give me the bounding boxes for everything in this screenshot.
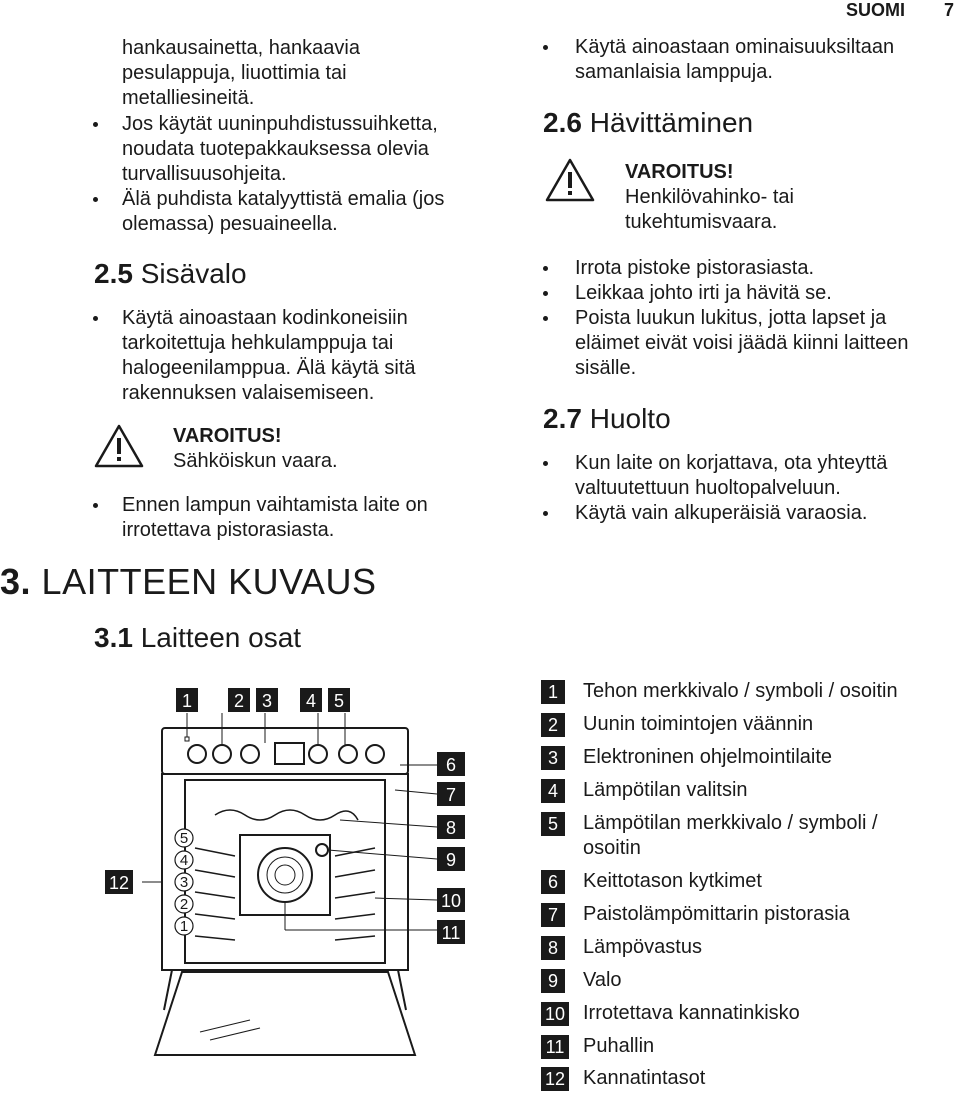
callout-3: 3	[261, 691, 273, 711]
bullet-line: halogeenilamppua. Älä käytä sitä	[122, 357, 416, 379]
legend-text: Paistolämpömittarin pistorasia	[583, 903, 850, 925]
bullet-dot	[543, 266, 548, 271]
bullet-line: samanlaisia lamppuja.	[575, 61, 773, 83]
oven-cavity	[185, 780, 385, 963]
section-heading-2-7	[543, 403, 671, 435]
intro-line: metalliesineitä.	[122, 87, 255, 109]
bullet-line: irrotettava pistorasiasta.	[122, 519, 335, 541]
bullet-line: turvallisuusohjeita.	[122, 163, 287, 185]
legend-number: 6	[541, 870, 565, 894]
legend-text: Lämpötilan merkkivalo / symboli /	[583, 812, 878, 834]
knob	[241, 745, 259, 763]
bullet-dot	[543, 291, 548, 296]
bullet-dot	[93, 197, 98, 202]
callout-10: 10	[440, 891, 462, 911]
bullet-line: sisälle.	[575, 357, 637, 379]
function-knob	[213, 745, 231, 763]
bullet-line: tarkoitettuja hehkulamppuja tai	[122, 332, 394, 354]
legend-text: Irrotettava kannatinkisko	[583, 1002, 800, 1024]
warning-triangle-icon	[94, 424, 144, 468]
legend-number: 8	[541, 936, 565, 960]
oven-door	[155, 972, 415, 1055]
section-heading-3-1	[94, 622, 301, 654]
warning-text: Sähköiskun vaara.	[173, 450, 338, 472]
section-number: 2.7	[543, 403, 582, 434]
section-number: 2.6	[543, 107, 582, 138]
legend-number: 3	[541, 746, 565, 770]
lamp	[316, 844, 328, 856]
callout-7: 7	[445, 785, 457, 805]
callout-4: 4	[305, 691, 317, 711]
bullet-line: valtuutettuun huoltopalveluun.	[575, 477, 841, 499]
bullet-line: Käytä ainoastaan ominaisuuksiltaan	[575, 36, 895, 58]
legend-number: 4	[541, 779, 565, 803]
legend-text: Lämpövastus	[583, 936, 702, 958]
bullet-line: Jos käytät uuninpuhdistussuihketta,	[122, 113, 438, 135]
callout-5: 5	[333, 691, 345, 711]
shelf-level-5: 5	[179, 830, 189, 847]
intro-line: hankausainetta, hankaavia	[122, 37, 360, 59]
callout-2: 2	[233, 691, 245, 711]
section-title: Hävittäminen	[589, 107, 754, 138]
section-number: 2.5	[94, 258, 133, 289]
callout-8: 8	[445, 818, 457, 838]
electronic-programmer	[275, 743, 304, 764]
legend-number: 2	[541, 713, 565, 737]
right-shelf-runners	[335, 848, 375, 940]
legend-number: 7	[541, 903, 565, 927]
bullet-line: Älä puhdista katalyyttistä emalia (jos	[122, 188, 445, 210]
legend-text: Valo	[583, 969, 622, 991]
bullet-line: Käytä ainoastaan kodinkoneisiin	[122, 307, 408, 329]
callout-1: 1	[181, 691, 193, 711]
knob	[188, 745, 206, 763]
warning-text: Henkilövahinko- tai	[625, 186, 794, 208]
section-title: Sisävalo	[140, 258, 247, 289]
page-number: 7	[944, 0, 955, 20]
oven-body	[162, 774, 408, 970]
legend-number: 11	[541, 1035, 569, 1059]
shelf-level-1: 1	[179, 918, 189, 935]
bullet-dot	[543, 511, 548, 516]
bullet-line: noudata tuotepakkauksessa olevia	[122, 138, 429, 160]
bullet-dot	[543, 461, 548, 466]
knob	[366, 745, 384, 763]
legend-number: 5	[541, 812, 565, 836]
legend-number: 10	[541, 1002, 569, 1026]
left-shelf-runners	[195, 848, 235, 940]
section-heading-2-6	[543, 107, 753, 139]
legend-text: Kannatintasot	[583, 1067, 706, 1089]
bullet-dot	[543, 316, 548, 321]
bullet-line: Poista luukun lukitus, jotta lapset ja	[575, 307, 887, 329]
callout-11: 11	[441, 923, 461, 943]
bullet-dot	[93, 316, 98, 321]
power-indicator-light	[185, 737, 189, 741]
chapter-title: LAITTEEN KUVAUS	[41, 561, 377, 602]
warning-triangle-icon	[545, 158, 595, 202]
shelf-level-4: 4	[179, 852, 189, 869]
warning-title: VAROITUS!	[625, 161, 734, 183]
heating-element	[215, 810, 358, 820]
shelf-level-3: 3	[179, 874, 189, 891]
bullet-dot	[543, 45, 548, 50]
callout-12: 12	[108, 873, 130, 893]
temperature-knob	[309, 745, 327, 763]
legend-number: 12	[541, 1067, 569, 1091]
legend-text: Puhallin	[583, 1035, 655, 1057]
section-title: Laitteen osat	[140, 622, 302, 653]
control-panel	[162, 728, 408, 774]
knob	[339, 745, 357, 763]
bullet-line: eläimet eivät voisi jäädä kiinni laitteen	[575, 332, 909, 354]
chapter-number: 3.	[0, 561, 32, 602]
legend-text: osoitin	[583, 837, 641, 859]
fan	[258, 848, 312, 902]
section-heading-2-5	[94, 258, 247, 290]
legend-text: Tehon merkkivalo / symboli / osoitin	[583, 680, 898, 702]
header-language: SUOMI	[846, 0, 906, 20]
bullet-dot	[93, 503, 98, 508]
intro-line: pesulappuja, liuottimia tai	[122, 62, 347, 84]
legend-number: 1	[541, 680, 565, 704]
bullet-dot	[93, 122, 98, 127]
legend-text: Uunin toimintojen väännin	[583, 713, 814, 735]
warning-text: tukehtumisvaara.	[625, 211, 778, 233]
legend-text: Keittotason kytkimet	[583, 870, 762, 892]
warning-title: VAROITUS!	[173, 425, 282, 447]
bullet-line: Käytä vain alkuperäisiä varaosia.	[575, 502, 868, 524]
bullet-line: olemassa) pesuaineella.	[122, 213, 338, 235]
bullet-line: Leikkaa johto irti ja hävitä se.	[575, 282, 832, 304]
bullet-line: rakennuksen valaisemiseen.	[122, 382, 375, 404]
legend-number: 9	[541, 969, 565, 993]
shelf-level-2: 2	[179, 896, 189, 913]
callout-9: 9	[445, 850, 457, 870]
bullet-line: Irrota pistoke pistorasiasta.	[575, 257, 814, 279]
callout-6: 6	[445, 755, 457, 775]
legend-text: Elektroninen ohjelmointilaite	[583, 746, 833, 768]
section-number: 3.1	[94, 622, 133, 653]
chapter-heading	[0, 562, 376, 602]
legend-text: Lämpötilan valitsin	[583, 779, 748, 801]
bullet-line: Ennen lampun vaihtamista laite on	[122, 494, 428, 516]
oven-diagram	[100, 680, 480, 1090]
section-title: Huolto	[589, 403, 671, 434]
bullet-line: Kun laite on korjattava, ota yhteyttä	[575, 452, 888, 474]
